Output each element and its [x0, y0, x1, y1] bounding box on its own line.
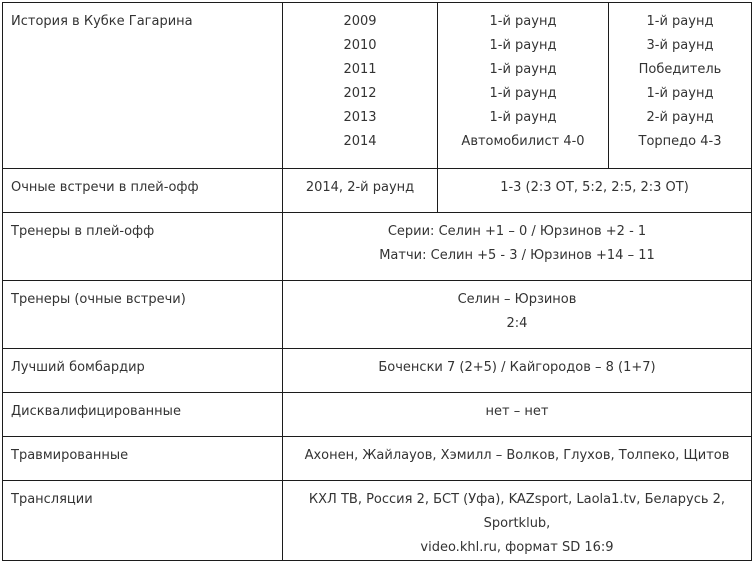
- coaches-h2h-values: [283, 281, 752, 349]
- table-row-disqualified: [3, 393, 752, 437]
- history-team1-result: Автомобилист 4-0: [461, 134, 585, 149]
- history-team1-result: 1-й раунд: [489, 110, 557, 125]
- history-team2-result: 3-й раунд: [646, 38, 714, 53]
- table-row-top-scorer: [3, 349, 752, 393]
- history-team1-cell: [438, 3, 609, 169]
- broadcasts-label: Трансляции: [3, 481, 283, 561]
- history-label: История в Кубке Гагарина: [3, 3, 283, 169]
- disqualified-label: Дисквалифицированные: [3, 393, 283, 437]
- history-team1-result: 1-й раунд: [489, 38, 557, 53]
- table-row-injured: [3, 437, 752, 481]
- history-team2-result: 1-й раунд: [646, 86, 714, 101]
- h2h-playoff-label: Очные встречи в плей-офф: [3, 169, 283, 213]
- coaches-playoff-matches: Матчи: Селин +5 - 3 / Юрзинов +14 – 11: [379, 248, 655, 263]
- injured-value: Ахонен, Жайлауов, Хэмилл – Волков, Глухов, Толпеко, Щитов: [283, 437, 752, 481]
- history-team1-result: 1-й раунд: [489, 86, 557, 101]
- history-team2-result: 2-й раунд: [646, 110, 714, 125]
- broadcasts-line: КХЛ ТВ, Россия 2, БСТ (Уфа), KAZsport, Laola1.tv, Беларусь 2, Sportklub,: [308, 492, 726, 531]
- disqualified-value: нет – нет: [283, 393, 752, 437]
- history-year: 2014: [343, 134, 377, 149]
- broadcasts-values: [283, 481, 752, 561]
- history-year: 2009: [343, 14, 377, 29]
- coaches-h2h-label: Тренеры (очные встречи): [3, 281, 283, 349]
- coaches-h2h-names: Селин – Юрзинов: [457, 292, 577, 307]
- history-team2-cell: [609, 3, 752, 169]
- coaches-h2h-score: 2:4: [506, 316, 528, 331]
- coaches-playoff-values: [283, 213, 752, 281]
- history-year: 2012: [343, 86, 377, 101]
- table-row-coaches-playoff: [3, 213, 752, 281]
- h2h-playoff-result: 1-3 (2:3 ОТ, 5:2, 2:5, 2:3 ОТ): [438, 169, 752, 213]
- coaches-playoff-label: Тренеры в плей-офф: [3, 213, 283, 281]
- history-team1-result: 1-й раунд: [489, 62, 557, 77]
- top-scorer-value: Боченски 7 (2+5) / Кайгородов – 8 (1+7): [283, 349, 752, 393]
- table-row-h2h-playoff: [3, 169, 752, 213]
- table-row-broadcasts: [3, 481, 752, 561]
- history-team2-result: Торпедо 4-3: [638, 134, 722, 149]
- coaches-playoff-series: Серии: Селин +1 – 0 / Юрзинов +2 - 1: [387, 224, 647, 239]
- history-year: 2010: [343, 38, 377, 53]
- history-years-cell: [283, 3, 438, 169]
- history-year: 2013: [343, 110, 377, 125]
- injured-label: Травмированные: [3, 437, 283, 481]
- history-team1-result: 1-й раунд: [489, 14, 557, 29]
- table-row-coaches-h2h: [3, 281, 752, 349]
- stats-table: [2, 2, 752, 561]
- h2h-playoff-when: 2014, 2-й раунд: [283, 169, 438, 213]
- history-year: 2011: [343, 62, 377, 77]
- history-team2-result: 1-й раунд: [646, 14, 714, 29]
- broadcasts-line: video.khl.ru, формат SD 16:9: [420, 540, 614, 555]
- table-row-history: [3, 3, 752, 169]
- top-scorer-label: Лучший бомбардир: [3, 349, 283, 393]
- history-team2-result: Победитель: [638, 62, 722, 77]
